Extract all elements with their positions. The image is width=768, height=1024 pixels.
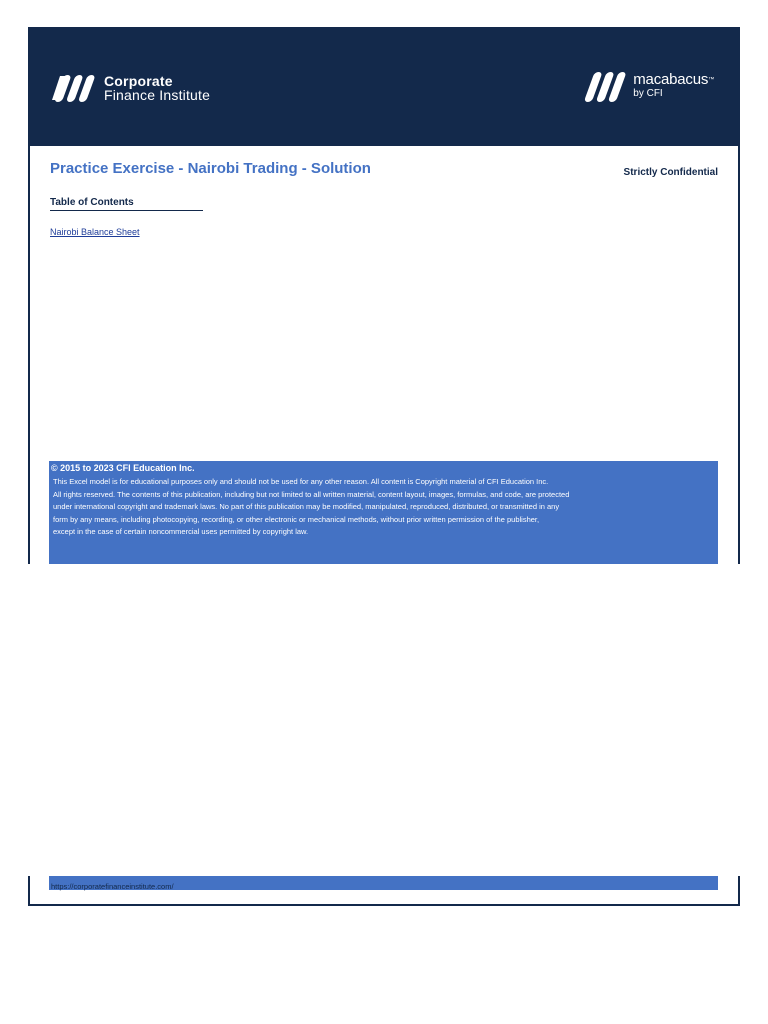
trademark-mark: ™: [708, 77, 714, 83]
macabacus-logo-line1: macabacus™: [633, 71, 714, 88]
copyright-heading: © 2015 to 2023 CFI Education Inc.: [51, 463, 195, 473]
toc-link-nairobi-balance-sheet[interactable]: Nairobi Balance Sheet: [50, 227, 140, 237]
frame-border-left: [28, 146, 30, 564]
cfi-logo-line2: Finance Institute: [104, 87, 211, 103]
frame-border-right-lower: [738, 876, 740, 906]
footer-url-bar: [49, 876, 718, 890]
copyright-line: form by any means, including photocopying, recording, or other electronic or mechanical methods, without prior written permission of the publisher,: [53, 514, 540, 524]
copyright-line: except in the case of certain noncommercial uses permitted by copyright law.: [53, 527, 309, 536]
footer-url-link[interactable]: https://corporatefinanceinstitute.com/: [51, 882, 174, 891]
cfi-logo-line1: Corporate: [104, 73, 173, 89]
frame-border-right: [738, 146, 740, 564]
cfi-stripes-icon: [52, 74, 98, 102]
page-frame: [28, 27, 740, 906]
cfi-logo: [52, 74, 210, 102]
frame-border-bottom: [28, 904, 740, 906]
confidential-label: Strictly Confidential: [623, 167, 718, 178]
frame-border-left-lower: [28, 876, 30, 906]
macabacus-logo: [581, 71, 714, 103]
header-banner: [28, 27, 740, 146]
macabacus-logo-line2: by CFI: [633, 88, 663, 99]
toc-heading: Table of Contents: [50, 197, 203, 211]
copyright-line: under international copyright and trademark laws. No part of this publication may be modified, manipulated, reproduced, distributed, or transmitted in any: [53, 502, 560, 511]
copyright-line: All rights reserved. The contents of this publication, including but not limited to all written material, content layout, images, formulas, and code, are protected: [53, 489, 570, 499]
macabacus-stripes-icon: [581, 71, 627, 103]
document-title: Practice Exercise - Nairobi Trading - Solution: [50, 160, 371, 177]
copyright-line: This Excel model is for educational purposes only and should not be used for any other reason. All content is Copyright material of CFI Education Inc.: [53, 477, 549, 486]
copyright-notice: [49, 461, 718, 564]
